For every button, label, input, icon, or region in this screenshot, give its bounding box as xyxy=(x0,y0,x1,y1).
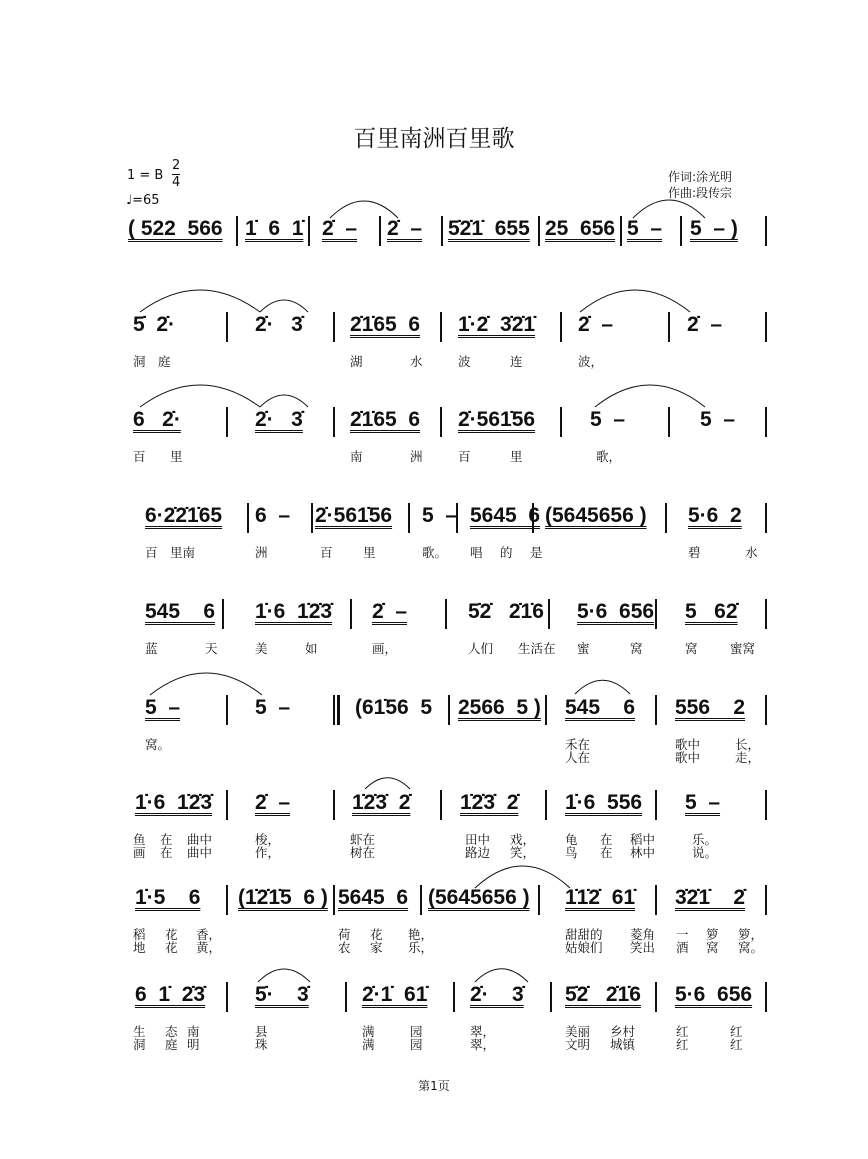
measure: 5·6 656 xyxy=(675,983,753,1006)
lyric-syllable: 珠 xyxy=(255,1037,268,1052)
lyric-syllable: 在 xyxy=(160,832,173,847)
lyric-syllable: 百 xyxy=(133,449,146,464)
lyric-syllable: 在 xyxy=(600,832,613,847)
lyric-syllable: 庭 xyxy=(158,354,171,369)
measure: 5 – xyxy=(700,408,736,431)
lyric-syllable: 曲中 xyxy=(187,845,213,860)
lyric-syllable: 歌。 xyxy=(422,545,448,560)
slur-arc xyxy=(633,200,705,218)
measure: 2̇1̇65 6 xyxy=(350,313,421,336)
measure: 2̇ – xyxy=(687,313,723,336)
lyric-syllable: 歌中 xyxy=(675,750,701,765)
lyric-syllable: 美丽 xyxy=(565,1024,591,1039)
slur-arc xyxy=(595,385,705,407)
lyric-syllable: 笑， xyxy=(510,845,536,860)
lyric-syllable: 蓝 xyxy=(145,641,158,656)
lyric-syllable: 窝 xyxy=(706,940,719,955)
measure: 5̇2̇ 2̇1̇6 xyxy=(468,600,544,623)
measure: 6 1̇ 2̇3̇ xyxy=(135,983,206,1006)
lyric-syllable: 画， xyxy=(372,641,398,656)
lyric-syllable: 龟 xyxy=(565,832,578,847)
measure: 5645 6 xyxy=(338,886,409,909)
lyric-syllable: 红 xyxy=(676,1024,689,1039)
lyric-syllable: 里南 xyxy=(170,545,196,560)
slur-arc xyxy=(575,680,630,694)
slur-arc xyxy=(258,969,310,982)
lyric-syllable: 黄， xyxy=(196,940,222,955)
measure: (1̇2̇1̇5 6 ) xyxy=(238,886,328,909)
lyric-syllable: 百 xyxy=(145,545,158,560)
lyric-syllable: 洲 xyxy=(410,449,423,464)
lyric-syllable: 菱角 xyxy=(630,927,656,942)
lyric-syllable: 生 xyxy=(133,1024,146,1039)
lyric-syllable: 农 xyxy=(338,940,351,955)
lyric-syllable: 翠， xyxy=(470,1037,496,1052)
lyric-syllable: 如 xyxy=(305,641,318,656)
key-signature: 1 = B xyxy=(127,168,164,183)
slur-arc xyxy=(580,290,690,312)
lyric-syllable: 红 xyxy=(730,1024,743,1039)
quarter-note-icon: ♩ xyxy=(126,193,133,208)
lyric-syllable: 虾在 xyxy=(350,832,376,847)
measure: 5 – xyxy=(255,696,291,719)
slur-arc xyxy=(150,673,262,695)
lyric-syllable: 里 xyxy=(510,449,523,464)
lyric-syllable: 树在 xyxy=(350,845,376,860)
lyric-syllable: 花 xyxy=(165,940,178,955)
lyric-syllable: 花 xyxy=(165,927,178,942)
page-number: 第1页 xyxy=(418,1079,450,1093)
lyric-syllable: 是 xyxy=(530,545,543,560)
lyric-syllable: 波 xyxy=(458,354,471,369)
lyric-syllable: 说。 xyxy=(692,845,718,860)
measure: 2̇ – xyxy=(578,313,614,336)
measure: 2̇·1̇ 61̇ xyxy=(362,983,428,1006)
lyric-syllable: 城镇 xyxy=(610,1037,636,1052)
lyric-syllable: 乐， xyxy=(408,940,434,955)
lyric-syllable: 乐。 xyxy=(692,832,718,847)
song-title: 百里南洲百里歌 xyxy=(353,126,515,152)
lyric-syllable: 百 xyxy=(458,449,471,464)
measure: 25 656 xyxy=(545,217,616,240)
measure: 3̇2̇1̇ 2̇ xyxy=(675,886,746,909)
lyric-syllable: 洲 xyxy=(255,545,268,560)
measure: 1̇·5 6 xyxy=(135,886,201,909)
measure: 5̇2̇ 2̇1̇6 xyxy=(565,983,641,1006)
lyric-syllable: 笑出 xyxy=(630,940,656,955)
lyric-syllable: 田中 xyxy=(465,832,491,847)
lyricist-credit: 作词:涂光明 xyxy=(668,170,733,184)
lyric-syllable: 湖 xyxy=(350,354,363,369)
measure: 2566 5 ) xyxy=(458,696,541,719)
lyric-syllable: 在 xyxy=(600,845,613,860)
measure: 5 62̇ xyxy=(685,600,738,623)
lyric-syllable: 作， xyxy=(255,845,281,860)
lyric-syllable: 蜜 xyxy=(577,641,590,656)
measure: 5·6 656 xyxy=(577,600,655,623)
lyric-syllable: 天 xyxy=(205,641,218,656)
lyric-syllable: 园 xyxy=(410,1037,423,1052)
lyric-syllable: 林中 xyxy=(630,845,656,860)
measure: 2̇ – xyxy=(322,217,358,240)
lyric-syllable: 姑娘们 xyxy=(565,940,603,955)
measure: 5 – xyxy=(590,408,626,431)
lyric-syllable: 波， xyxy=(578,354,604,369)
lyric-syllable: 曲中 xyxy=(187,832,213,847)
measure: 2̇· 3̇ xyxy=(255,313,303,336)
measure: 1̇·6 556 xyxy=(565,791,643,814)
lyric-syllable: 画 xyxy=(133,845,146,860)
measure: 1̇·6 1̇2̇3̇ xyxy=(255,600,333,623)
time-top: 2 xyxy=(172,158,181,173)
lyric-syllable: 香， xyxy=(196,927,222,942)
lyric-syllable: 禾在 xyxy=(565,737,591,752)
lyric-syllable: 甜甜的 xyxy=(565,927,603,942)
tempo-value: =65 xyxy=(132,193,160,208)
lyric-syllable: 园 xyxy=(410,1024,423,1039)
measure: ( 522 566 xyxy=(128,217,223,240)
measure: 5̇ 2̇· xyxy=(133,313,176,336)
lyric-syllable: 里 xyxy=(363,545,376,560)
lyric-syllable: 碧 xyxy=(688,545,701,560)
lyric-syllable: 荷 xyxy=(338,927,351,942)
time-bottom: 4 xyxy=(172,175,181,190)
slur-arc xyxy=(365,778,410,789)
lyric-syllable: 一 xyxy=(676,927,689,942)
lyric-syllable: 鸟 xyxy=(565,845,578,860)
lyric-syllable: 水 xyxy=(745,545,758,560)
lyric-syllable: 鱼 xyxy=(133,832,146,847)
slur-arc xyxy=(475,969,528,982)
measure: (61̇56 5 xyxy=(355,696,433,719)
measure: 1̇1̇2̇ 61̇ xyxy=(565,886,636,909)
lyric-syllable: 文明 xyxy=(565,1037,591,1052)
measure: 1̇·6 1̇2̇3̇ xyxy=(135,791,213,814)
measure: 5̇· 3̇ xyxy=(255,983,309,1006)
slur-arc xyxy=(260,300,308,312)
lyric-syllable: 庭 xyxy=(165,1037,178,1052)
measure: 5̇2̇1̇ 655 xyxy=(448,217,530,240)
measure: 6 – xyxy=(255,504,291,527)
measure: 5 – xyxy=(685,791,721,814)
lyric-syllable: 窝。 xyxy=(145,737,171,752)
lyric-syllable: 生活在 xyxy=(518,641,556,656)
lyric-syllable: 红 xyxy=(730,1037,743,1052)
measure: 5 – xyxy=(145,696,181,719)
lyric-syllable: 的 xyxy=(500,545,513,560)
lyric-syllable: 戏， xyxy=(510,832,536,847)
lyric-syllable: 箩 xyxy=(706,927,719,942)
measure: 5 – ) xyxy=(690,217,738,240)
measure: 2̇ – xyxy=(255,791,291,814)
lyric-syllable: 家 xyxy=(370,940,383,955)
lyric-syllable: 南 xyxy=(187,1024,200,1039)
lyric-syllable: 美 xyxy=(255,641,268,656)
lyric-syllable: 路边 xyxy=(465,845,491,860)
lyric-syllable: 梭， xyxy=(255,832,281,847)
lyric-syllable: 稻 xyxy=(133,927,146,942)
measure: 5 – xyxy=(422,504,458,527)
measure: 6·2̇2̇1̇65 xyxy=(145,504,223,527)
slur-arc xyxy=(260,395,308,407)
measure: 1̇ 6 1̇ xyxy=(245,217,304,240)
measure: 2̇· 3̇ xyxy=(255,408,303,431)
measure: 2̇·561̇56 xyxy=(458,408,536,431)
lyric-syllable: 艳， xyxy=(408,927,434,942)
lyric-syllable: 箩， xyxy=(738,927,764,942)
slur-arc xyxy=(140,385,260,407)
measure: 5·6 2 xyxy=(688,504,742,527)
measure: (5645656 ) xyxy=(428,886,530,909)
lyric-syllable: 酒 xyxy=(676,940,689,955)
measure: 2̇· 3̇ xyxy=(470,983,524,1006)
lyric-syllable: 窝 xyxy=(630,641,643,656)
measure: 2̇ – xyxy=(387,217,423,240)
lyric-syllable: 洞 xyxy=(133,354,146,369)
measure: 2̇·561̇56 xyxy=(315,504,393,527)
measure: 6 2̇· xyxy=(133,408,181,431)
measure: 556 2 xyxy=(675,696,746,719)
lyric-syllable: 长， xyxy=(735,737,761,752)
lyric-syllable: 乡村 xyxy=(610,1024,636,1039)
lyric-syllable: 满 xyxy=(362,1037,375,1052)
measure: 1̇2̇3̇ 2̇ xyxy=(352,791,411,814)
lyric-syllable: 窝。 xyxy=(738,940,764,955)
lyric-syllable: 南 xyxy=(350,449,363,464)
measure: 2̇ – xyxy=(372,600,408,623)
slur-arc xyxy=(140,290,260,312)
lyric-syllable: 明 xyxy=(187,1037,200,1052)
measure: 545 6 xyxy=(145,600,216,623)
lyric-syllable: 百 xyxy=(320,545,333,560)
lyric-syllable: 人们 xyxy=(468,641,494,656)
lyric-syllable: 红 xyxy=(676,1037,689,1052)
lyric-syllable: 稻中 xyxy=(630,832,656,847)
lyric-syllable: 人在 xyxy=(565,750,591,765)
measure: 2̇1̇65 6 xyxy=(350,408,421,431)
measure: (5645656 ) xyxy=(545,504,647,527)
slur-arc xyxy=(330,201,398,218)
lyric-syllable: 态 xyxy=(165,1024,178,1039)
lyric-syllable: 歌， xyxy=(596,449,622,464)
lyric-syllable: 水 xyxy=(410,354,423,369)
slur-arc xyxy=(475,866,570,888)
lyric-syllable: 连 xyxy=(510,354,523,369)
lyric-syllable: 翠， xyxy=(470,1024,496,1039)
measure: 545 6 xyxy=(565,696,636,719)
lyric-syllable: 花 xyxy=(370,927,383,942)
measure: 1̇·2̇ 3̇2̇1̇ xyxy=(458,313,536,336)
composer-credit: 作曲:段传宗 xyxy=(668,186,733,200)
lyric-syllable: 在 xyxy=(160,845,173,860)
lyric-syllable: 里 xyxy=(170,449,183,464)
lyric-syllable: 歌中 xyxy=(675,737,701,752)
lyric-syllable: 蜜窝 xyxy=(730,641,756,656)
lyric-syllable: 洞 xyxy=(133,1037,146,1052)
lyric-syllable: 唱 xyxy=(470,545,483,560)
measure: 5645 6 xyxy=(470,504,541,527)
lyric-syllable: 地 xyxy=(133,940,146,955)
lyric-syllable: 满 xyxy=(362,1024,375,1039)
measure: 5 – xyxy=(627,217,663,240)
lyric-syllable: 窝 xyxy=(685,641,698,656)
lyric-syllable: 县 xyxy=(255,1024,268,1039)
lyric-syllable: 走， xyxy=(735,750,761,765)
measure: 1̇2̇3̇ 2̇ xyxy=(460,791,519,814)
